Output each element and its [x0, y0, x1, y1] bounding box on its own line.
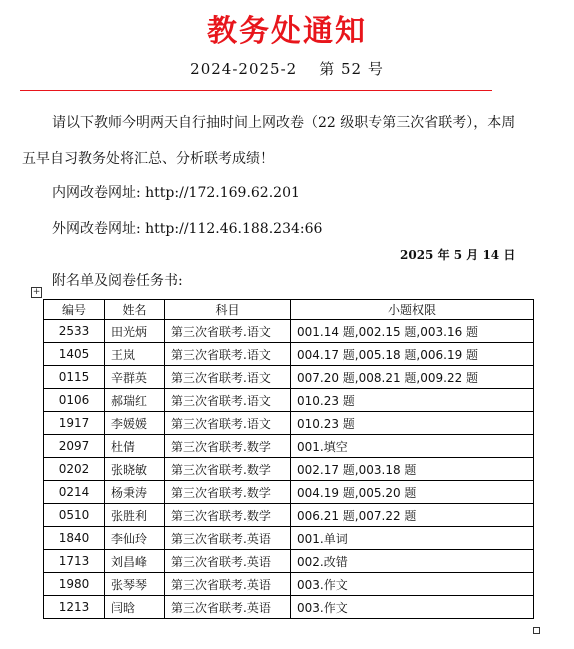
notice-date: 2025 年 5 月 14 日 [400, 248, 516, 262]
cell-permissions: 006.21 题,007.22 题 [291, 504, 534, 527]
cell-id: 1980 [44, 573, 105, 596]
cell-permissions: 007.20 题,008.21 题,009.22 题 [291, 366, 534, 389]
cell-id: 1405 [44, 343, 105, 366]
table-row [44, 366, 534, 389]
intranet-url: 内网改卷网址: http://172.169.62.201 [52, 185, 300, 201]
table-row [44, 527, 534, 550]
cell-subject: 第三次省联考.语文 [165, 320, 291, 343]
cell-permissions: 010.23 题 [291, 389, 534, 412]
cell-permissions: 002.改错 [291, 550, 534, 573]
table-row [44, 389, 534, 412]
cell-id: 1213 [44, 596, 105, 619]
cell-subject: 第三次省联考.英语 [165, 573, 291, 596]
cell-name: 李媛媛 [105, 412, 165, 435]
cell-id: 2097 [44, 435, 105, 458]
extranet-url: 外网改卷网址: http://112.46.188.234:66 [52, 221, 323, 237]
table-row [44, 435, 534, 458]
cell-permissions: 003.作文 [291, 573, 534, 596]
cell-subject: 第三次省联考.数学 [165, 504, 291, 527]
cell-id: 0106 [44, 389, 105, 412]
cell-subject: 第三次省联考.数学 [165, 481, 291, 504]
table-row [44, 343, 534, 366]
cell-id: 0510 [44, 504, 105, 527]
header-permissions: 小题权限 [291, 300, 534, 320]
table-row [44, 504, 534, 527]
notice-title: 教务处通知 [207, 14, 367, 49]
table-row [44, 573, 534, 596]
table-row [44, 550, 534, 573]
cell-subject: 第三次省联考.语文 [165, 343, 291, 366]
cell-name: 张胜利 [105, 504, 165, 527]
cell-name: 张琴琴 [105, 573, 165, 596]
cell-id: 2533 [44, 320, 105, 343]
cell-permissions: 003.作文 [291, 596, 534, 619]
cell-subject: 第三次省联考.语文 [165, 412, 291, 435]
cell-permissions: 004.19 题,005.20 题 [291, 481, 534, 504]
cell-id: 1840 [44, 527, 105, 550]
cell-name: 辛群英 [105, 366, 165, 389]
cell-name: 郝瑞红 [105, 389, 165, 412]
table-header-row [44, 300, 534, 320]
cell-permissions: 002.17 题,003.18 题 [291, 458, 534, 481]
attachment-label: 附名单及阅卷任务书: [52, 273, 183, 289]
notice-paragraph-line1: 请以下教师今明两天自行抽时间上网改卷（22 级职专第三次省联考），本周 [52, 115, 516, 131]
table-row [44, 320, 534, 343]
table-row [44, 458, 534, 481]
cell-subject: 第三次省联考.数学 [165, 458, 291, 481]
cell-subject: 第三次省联考.语文 [165, 389, 291, 412]
cell-id: 0115 [44, 366, 105, 389]
cell-name: 李仙玲 [105, 527, 165, 550]
cell-subject: 第三次省联考.数学 [165, 435, 291, 458]
table-move-handle-icon[interactable]: + [32, 287, 41, 297]
cell-id: 0202 [44, 458, 105, 481]
cell-id: 0214 [44, 481, 105, 504]
table-row [44, 596, 534, 619]
table-resize-handle-icon[interactable] [533, 627, 540, 634]
cell-permissions: 010.23 题 [291, 412, 534, 435]
table-row [44, 412, 534, 435]
cell-permissions: 001.填空 [291, 435, 534, 458]
cell-permissions: 004.17 题,005.18 题,006.19 题 [291, 343, 534, 366]
cell-name: 杜倩 [105, 435, 165, 458]
cell-subject: 第三次省联考.英语 [165, 550, 291, 573]
cell-subject: 第三次省联考.语文 [165, 366, 291, 389]
cell-permissions: 001.单词 [291, 527, 534, 550]
notice-paragraph-line2: 五早自习教务处将汇总、分析联考成绩！ [22, 151, 274, 167]
cell-subject: 第三次省联考.英语 [165, 527, 291, 550]
cell-name: 王岚 [105, 343, 165, 366]
cell-name: 张晓敏 [105, 458, 165, 481]
cell-id: 1713 [44, 550, 105, 573]
doc-number-seq: 第 52 号 [319, 60, 384, 78]
header-id: 编号 [44, 300, 105, 320]
cell-permissions: 001.14 题,002.15 题,003.16 题 [291, 320, 534, 343]
header-name: 姓名 [105, 300, 165, 320]
document-number [0, 58, 574, 79]
header-divider [20, 90, 492, 91]
header-subject: 科目 [165, 300, 291, 320]
cell-name: 刘昌峰 [105, 550, 165, 573]
doc-number-period: 2024-2025-2 [190, 60, 298, 78]
cell-name: 杨秉涛 [105, 481, 165, 504]
task-table [43, 299, 534, 619]
cell-id: 1917 [44, 412, 105, 435]
cell-name: 田光炳 [105, 320, 165, 343]
cell-name: 闫晗 [105, 596, 165, 619]
cell-subject: 第三次省联考.英语 [165, 596, 291, 619]
table-row [44, 481, 534, 504]
